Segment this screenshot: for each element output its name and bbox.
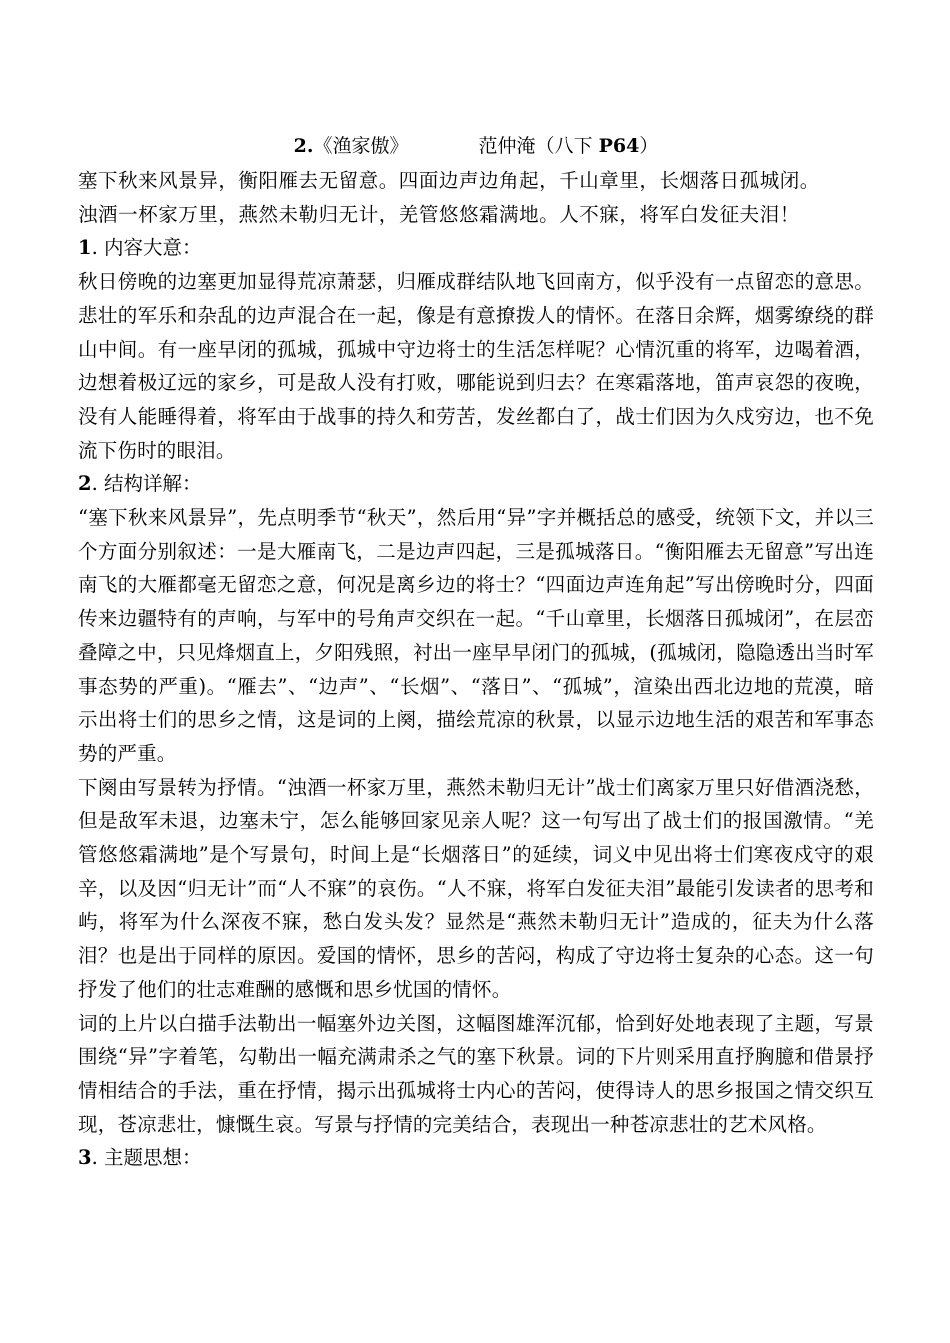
section-3-label: . 主题思想： <box>91 1146 202 1170</box>
poem-line-1: 塞下秋来风景异，衡阳雁去无留意。四面边声边角起，千山章里，长烟落日孤城闭。 <box>78 169 820 192</box>
title-author: 范仲淹（八下 <box>478 135 599 157</box>
title-name: 《渔家傲》 <box>313 135 409 157</box>
section-1-text: 秋日傍晚的边塞更加显得荒凉萧瑟，归雁成群结队地飞回南方，似乎没有一点留恋的意思。悲壮的军乐和杂乱的边声混合在一起，像是有意撩拨人的情怀。在落日余辉，烟雾缭绕的群山中间。有一座早闭的孤城，孤城中守边将士的生活怎样呢？心情沉重的将军，边喝着酒，边想着极辽远的家乡，可是敌人没有打败，哪能说到归去？在寒霜落地，笛声哀怨的夜晚，没有人能睡得着，将军由于战事的持久和劳苦，发丝都白了，战士们因为久戍穷边，也不免流下伤时的眼泪。 <box>78 270 874 462</box>
section-2-heading <box>78 467 874 501</box>
title-close: ） <box>639 135 659 157</box>
document-title <box>78 128 874 164</box>
section-1-label: . 内容大意： <box>91 236 202 260</box>
section-2-paragraph-2: 下阕由写景转为抒情。“浊酒一杯家万里，燕然未勒归无计”战士们离家万里只好借酒浇愁，但是敌军未退，边塞未宁，怎么能够回家见亲人呢？这一句写出了战士们的报国激情。“羌管悠悠霜满地”是个写景句，时间上是“长烟落日”的延续，词义中见出将士们寒夜戍守的艰辛，以及因“归无计”而“人不寐”的哀伤。“人不寐，将军白发征夫泪”最能引发读者的思考和屿，将军为什么深夜不寐，愁白发头发？显然是“燕然未勒归无计”造成的，征夫为什么落泪？也是出于同样的原因。爱国的情怀，思乡的苦闷，构成了守边将士复杂的心态。这一句抒发了他们的壮志难酬的感慨和思乡忧国的情怀。 <box>78 775 874 1001</box>
title-number: 2. <box>293 135 314 157</box>
section-1-heading <box>78 231 874 265</box>
section-2-label: . 结构详解： <box>91 472 202 496</box>
section-1-number: 1 <box>78 236 92 260</box>
document-page <box>78 128 874 1175</box>
section-2-number: 2 <box>78 472 92 496</box>
section-3-number: 3 <box>78 1146 92 1170</box>
poem-line-2: 浊酒一杯家万里，燕然未勒归无计，羌管悠悠霜满地。人不寐，将军白发征夫泪！ <box>78 202 800 226</box>
section-3-heading <box>78 1141 874 1175</box>
section-2-paragraph-1: “塞下秋来风景异”，先点明季节“秋天”，然后用“异”字并概括总的感受，统领下文，并以三个方面分别叙述：一是大雁南飞，二是边声四起，三是孤城落日。“衡阳雁去无留意”写出连南飞的大雁都毫无留恋之意，何况是离乡边的将士？“四面边声连角起”写出傍晚时分，四面传来边疆特有的声响，与军中的号角声交织在一起。“千山章里，长烟落日孤城闭”，在层峦叠障之中，只见烽烟直上，夕阳残照，衬出一座早早闭门的孤城，(孤城闭，隐隐透出当时军事态势的严重)。“雁去”、“边声”、“长烟”、“落日”、“孤城”，渲染出西北边地的荒漠，暗示出将士们的思乡之情，这是词的上阕，描绘荒凉的秋景，以显示边地生活的艰苦和军事态势的严重。 <box>78 506 874 765</box>
section-2-paragraph-3: 词的上片以白描手法勒出一幅塞外边关图，这幅图雄浑沉郁，恰到好处地表现了主题，写景围绕“异”字着笔，勾勒出一幅充满肃杀之气的塞下秋景。词的下片则采用直抒胸臆和借景抒情相结合的手法，重在抒情，揭示出孤城将士内心的苦闷，使得诗人的思乡报国之情交织互现，苍凉悲壮，慷慨生哀。写景与抒情的完美结合，表现出一种苍凉悲壮的艺术风格。 <box>78 1011 874 1136</box>
title-page-ref: P64 <box>598 135 640 157</box>
